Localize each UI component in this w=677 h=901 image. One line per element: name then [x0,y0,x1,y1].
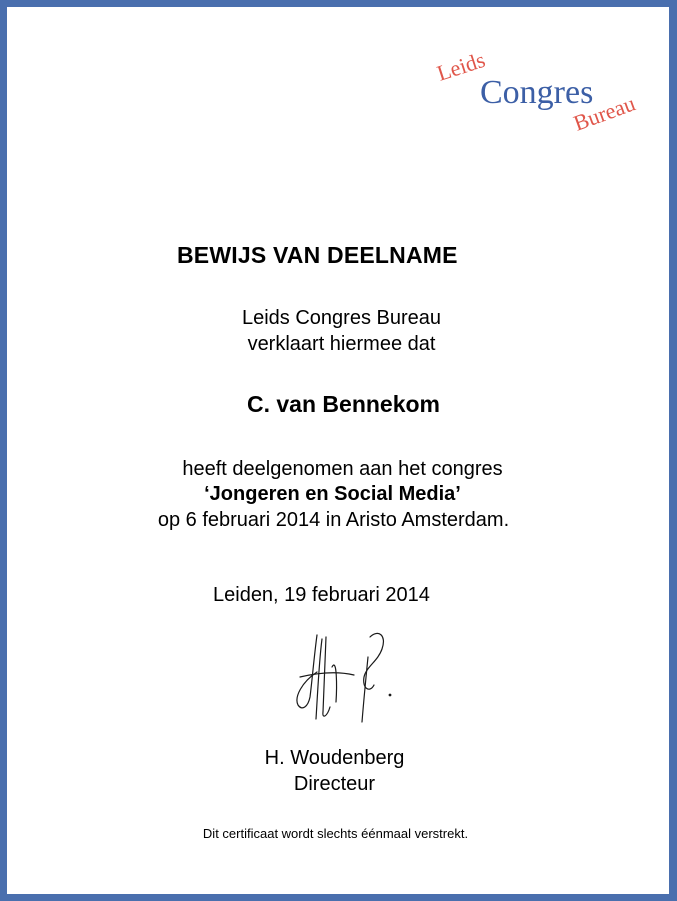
declares-text: verklaart hiermee dat [247,333,436,355]
logo-leids-text: Leids [433,46,489,86]
logo-bureau-text: Bureau [570,90,639,136]
issuer-text: Leids Congres Bureau [241,307,441,329]
logo-congres-text: Congres [480,74,594,111]
signatory-name: H. Woudenberg [264,747,405,769]
footer-note: Dit certificaat wordt slechts éénmaal verstrekt. [202,826,469,841]
handwritten-signature [292,627,402,727]
participated-text: heeft deelgenomen aan het congres [182,458,503,480]
congress-title: ‘Jongeren en Social Media’ [204,483,461,505]
signed-place-date: Leiden, 19 februari 2014 [213,584,430,606]
leids-congres-bureau-logo [432,45,662,145]
certificate-title: BEWIJS VAN DEELNAME [177,242,458,268]
signatory-role: Directeur [293,773,376,795]
date-place-text: op 6 februari 2014 in Aristo Amsterdam. [157,509,510,531]
participant-name: C. van Bennekom [247,391,440,417]
